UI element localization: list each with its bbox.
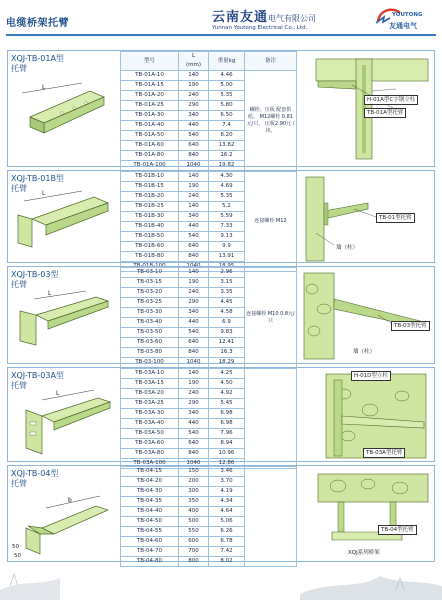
cell-weight: 9.13 <box>209 232 245 242</box>
dimension-label-3: 50 <box>14 553 21 559</box>
cell-length: 190 <box>179 278 209 288</box>
section-model: XQJ-TB-01B型 <box>11 174 64 183</box>
cell-length: 800 <box>179 557 209 567</box>
table-row <box>121 172 297 182</box>
cell-weight: 10.96 <box>209 449 245 459</box>
cell-model: TB-01A-25 <box>121 101 179 111</box>
bracket-product-image <box>12 386 114 456</box>
bracket-product-image <box>12 185 114 255</box>
cell-weight: 2.96 <box>209 268 245 278</box>
table-row <box>121 369 297 379</box>
cell-weight: 3.15 <box>209 278 245 288</box>
diagram-label-bracket: TB-01A型托臂 <box>364 108 406 118</box>
cell-model: TB-01B-20 <box>121 192 179 202</box>
cell-length: 300 <box>179 487 209 497</box>
company-name-en: Yunnan Youtong Electrical Co., Ltd. <box>212 25 308 31</box>
cell-model: TB-01B-25 <box>121 202 179 212</box>
cell-weight: 3.70 <box>209 477 245 487</box>
cell-length: 340 <box>179 308 209 318</box>
section-type: 托臂 <box>11 184 27 193</box>
cell-weight: 4.25 <box>209 369 245 379</box>
cell-model: TB-01A-60 <box>121 141 179 151</box>
cell-model: TB-03-10 <box>121 268 179 278</box>
cell-length: 340 <box>179 111 209 121</box>
cell-length: 440 <box>179 318 209 328</box>
cell-length: 190 <box>179 182 209 192</box>
dimension-label: L <box>48 290 52 297</box>
cell-length: 1040 <box>179 358 209 368</box>
cell-model: TB-04-55 <box>121 527 179 537</box>
cell-model: TB-03A-10 <box>121 369 179 379</box>
header-length-label: L <box>191 53 196 59</box>
section-tb-04 <box>7 465 435 562</box>
cell-model: TB-04-50 <box>121 517 179 527</box>
table-row <box>121 71 297 81</box>
footer-landscape-art <box>0 550 442 600</box>
cell-weight: 4.50 <box>209 379 245 389</box>
section-type: 托臂 <box>11 479 27 488</box>
cell-model: TB-03-100 <box>121 358 179 368</box>
cell-length: 140 <box>179 202 209 212</box>
dimension-label: b <box>68 497 72 504</box>
cell-weight: 9.83 <box>209 328 245 338</box>
cell-model: TB-04-15 <box>121 467 179 477</box>
cell-length: 240 <box>179 192 209 202</box>
cell-model: TB-01B-50 <box>121 232 179 242</box>
spec-table <box>120 267 297 368</box>
cell-length: 1040 <box>179 262 209 272</box>
cell-model: TB-03A-15 <box>121 379 179 389</box>
cell-model: TB-03-20 <box>121 288 179 298</box>
cell-weight: 5.35 <box>209 192 245 202</box>
diagram-label-wall: 墙（柱） <box>336 245 359 251</box>
cell-length: 1040 <box>179 161 209 171</box>
cell-weight: 5.35 <box>209 91 245 101</box>
cell-weight: 12.41 <box>209 338 245 348</box>
spec-table <box>120 368 297 469</box>
cell-weight: 6.98 <box>209 409 245 419</box>
cell-weight: 16.2 <box>209 151 245 161</box>
cell-length: 540 <box>179 328 209 338</box>
cell-length: 150 <box>179 467 209 477</box>
section-model: XQJ-TB-03型 <box>11 270 59 279</box>
logo-text-en: YOUTONG <box>392 12 423 18</box>
cell-weight: 6.50 <box>209 111 245 121</box>
cell-model: TB-04-20 <box>121 477 179 487</box>
cell-model: TB-03A-80 <box>121 449 179 459</box>
cell-weight: 7.96 <box>209 429 245 439</box>
section-type: 托臂 <box>11 381 27 390</box>
section-model: XQJ-TB-04型 <box>11 469 59 478</box>
cell-weight: 6.26 <box>209 527 245 537</box>
section-tb-01b <box>7 170 435 269</box>
diagram-label-column: H-01D型立柱 <box>351 371 391 381</box>
cell-weight: 7.42 <box>209 547 245 557</box>
cell-model: TB-03-30 <box>121 308 179 318</box>
cell-length: 290 <box>179 298 209 308</box>
cell-length: 240 <box>179 288 209 298</box>
cell-model: TB-03A-50 <box>121 429 179 439</box>
cell-length: 840 <box>179 252 209 262</box>
header-weight: 重量kg <box>209 52 245 71</box>
cell-length: 640 <box>179 338 209 348</box>
cell-model: TB-03-15 <box>121 278 179 288</box>
cell-weight: 6.78 <box>209 537 245 547</box>
cell-weight: 4.19 <box>209 487 245 497</box>
cell-length: 640 <box>179 242 209 252</box>
spec-table <box>120 171 297 272</box>
cell-model: TB-04-80 <box>121 557 179 567</box>
cell-note <box>245 369 297 469</box>
diagram-label-wall: 墙（柱） <box>353 349 376 355</box>
cell-length: 350 <box>179 497 209 507</box>
cell-weight: 4.34 <box>209 497 245 507</box>
cell-length: 840 <box>179 151 209 161</box>
cell-weight: 3.46 <box>209 467 245 477</box>
cell-model: TB-01A-50 <box>121 131 179 141</box>
cell-length: 290 <box>179 101 209 111</box>
cell-note: 连接螺栓 M12 <box>245 172 297 272</box>
cell-model: TB-03-60 <box>121 338 179 348</box>
table-row <box>121 268 297 278</box>
cell-model: TB-01A-15 <box>121 81 179 91</box>
cell-length: 190 <box>179 379 209 389</box>
cell-length: 290 <box>179 399 209 409</box>
cell-weight: 4.45 <box>209 298 245 308</box>
cell-weight: 5.59 <box>209 212 245 222</box>
cell-model: TB-03A-25 <box>121 399 179 409</box>
cell-length: 440 <box>179 121 209 131</box>
cell-length: 400 <box>179 507 209 517</box>
cell-model: TB-03-25 <box>121 298 179 308</box>
dimension-label: L <box>42 190 46 197</box>
cell-weight: 6.9 <box>209 318 245 328</box>
cell-length: 840 <box>179 348 209 358</box>
cell-length: 440 <box>179 222 209 232</box>
company-logo-icon <box>372 5 423 33</box>
section-label <box>11 469 58 489</box>
section-type: 托臂 <box>11 64 27 73</box>
header-note: 备注 <box>245 52 297 71</box>
diagram-label-bracket: TB-04型托臂 <box>378 525 417 535</box>
cell-model: TB-01A-80 <box>121 151 179 161</box>
spec-table <box>120 51 297 171</box>
cell-length: 240 <box>179 91 209 101</box>
section-tb-01a <box>7 50 435 167</box>
header-length-unit: (mm) <box>185 62 201 68</box>
cell-length: 700 <box>179 547 209 557</box>
page-header <box>0 0 442 42</box>
cell-model: TB-01B-60 <box>121 242 179 252</box>
cell-length: 1040 <box>179 459 209 469</box>
cell-weight: 19.82 <box>209 161 245 171</box>
cell-length: 190 <box>179 81 209 91</box>
cell-model: TB-01A-30 <box>121 111 179 121</box>
cell-weight: 3.35 <box>209 288 245 298</box>
cell-weight: 4.69 <box>209 182 245 192</box>
cell-model: TB-04-35 <box>121 497 179 507</box>
cell-model: TB-03A-20 <box>121 389 179 399</box>
cell-weight: 7.33 <box>209 222 245 232</box>
cell-weight: 6.98 <box>209 419 245 429</box>
cell-weight: 8.94 <box>209 439 245 449</box>
bracket-product-image <box>12 285 114 351</box>
cell-length: 200 <box>179 477 209 487</box>
cell-length: 240 <box>179 389 209 399</box>
cell-note: 螺栓、压板 配套供给。 M12螺栓 0.81元/只， 压板2.90元 /块。 <box>245 71 297 171</box>
cell-length: 340 <box>179 212 209 222</box>
cell-model: TB-03A-30 <box>121 409 179 419</box>
bracket-product-image <box>12 77 114 157</box>
cell-weight: 5.00 <box>209 81 245 91</box>
cell-model: TB-01B-40 <box>121 222 179 232</box>
cell-weight: 13.91 <box>209 252 245 262</box>
cell-note: 连接螺栓 M10 0.8元/只 <box>245 268 297 368</box>
dimension-label: L <box>42 84 46 91</box>
cell-length: 140 <box>179 268 209 278</box>
cell-weight: 12.86 <box>209 459 245 469</box>
diagram-label-column: H-01A型C字钢立柱 <box>364 95 418 105</box>
cell-length: 540 <box>179 131 209 141</box>
cell-model: TB-03-80 <box>121 348 179 358</box>
cell-weight: 5.2 <box>209 202 245 212</box>
cell-weight: 7.4 <box>209 121 245 131</box>
cell-weight: 5.45 <box>209 399 245 409</box>
cell-weight: 16.3 <box>209 348 245 358</box>
diagram-label-bracket: TB-01型托臂 <box>376 213 415 223</box>
header-model: 型号 <box>121 52 179 71</box>
cell-length: 540 <box>179 232 209 242</box>
cell-weight: 5.06 <box>209 517 245 527</box>
cell-model: TB-03-50 <box>121 328 179 338</box>
section-type: 托臂 <box>11 280 27 289</box>
cell-length: 340 <box>179 409 209 419</box>
dimension-label: L <box>56 390 60 397</box>
cell-model: TB-04-70 <box>121 547 179 557</box>
dimension-label-2: 50 <box>12 544 19 550</box>
cell-model: TB-03A-40 <box>121 419 179 429</box>
diagram-label-tray: XQJ系列桥架 <box>348 550 380 556</box>
cell-length: 640 <box>179 439 209 449</box>
cell-length: 500 <box>179 517 209 527</box>
cell-model: TB-01B-30 <box>121 212 179 222</box>
cell-model: TB-03A-60 <box>121 439 179 449</box>
cell-length: 540 <box>179 429 209 439</box>
diagram-label-bracket: TB-03型托臂 <box>391 321 430 331</box>
cell-weight: 4.92 <box>209 389 245 399</box>
cell-length: 140 <box>179 71 209 81</box>
cell-model: TB-01A-10 <box>121 71 179 81</box>
cell-model: TB-04-40 <box>121 507 179 517</box>
cell-model: TB-04-30 <box>121 487 179 497</box>
section-tb-03 <box>7 266 435 364</box>
cell-length: 600 <box>179 537 209 547</box>
table-row <box>121 467 297 477</box>
header-divider <box>6 34 436 36</box>
cell-model: TB-03-40 <box>121 318 179 328</box>
section-label <box>11 54 64 74</box>
cell-weight: 9.9 <box>209 242 245 252</box>
company-name-cn <box>212 6 316 25</box>
section-model: XQJ-TB-01A型 <box>11 54 64 63</box>
cell-model: TB-01B-15 <box>121 182 179 192</box>
cell-weight: 8.02 <box>209 557 245 567</box>
cell-length: 840 <box>179 449 209 459</box>
cell-model: TB-03A-100 <box>121 459 179 469</box>
section-tb-03a <box>7 367 435 466</box>
cell-length: 140 <box>179 172 209 182</box>
cell-weight: 4.30 <box>209 172 245 182</box>
cell-model: TB-01A-40 <box>121 121 179 131</box>
cell-weight: 5.80 <box>209 101 245 111</box>
cell-length: 440 <box>179 419 209 429</box>
logo-text-cn: 友通电气 <box>389 22 417 30</box>
cell-weight: 4.58 <box>209 308 245 318</box>
header-length <box>179 52 209 71</box>
cell-length: 550 <box>179 527 209 537</box>
cell-length: 640 <box>179 141 209 151</box>
company-name-suffix: 电气有限公司 <box>268 14 317 23</box>
cell-model: TB-01B-80 <box>121 252 179 262</box>
cell-model: TB-01A-100 <box>121 161 179 171</box>
cell-weight: 8.20 <box>209 131 245 141</box>
section-model: XQJ-TB-03A型 <box>11 371 64 380</box>
installation-diagram <box>298 468 432 560</box>
cell-weight: 4.46 <box>209 71 245 81</box>
cell-model: TB-01A-20 <box>121 91 179 101</box>
cell-model: TB-01B-100 <box>121 262 179 272</box>
cell-length: 140 <box>179 369 209 379</box>
page-title: 电缆桥架托臂 <box>6 18 69 29</box>
cell-model: TB-04-60 <box>121 537 179 547</box>
cell-weight: 18.29 <box>209 358 245 368</box>
cell-weight: 4.64 <box>209 507 245 517</box>
diagram-label-bracket: TB-03A型托臂 <box>363 448 405 458</box>
company-name-main: 云南友通 <box>212 10 269 25</box>
cell-model: TB-01B-10 <box>121 172 179 182</box>
cell-weight: 13.82 <box>209 141 245 151</box>
cell-weight: 18.95 <box>209 262 245 272</box>
